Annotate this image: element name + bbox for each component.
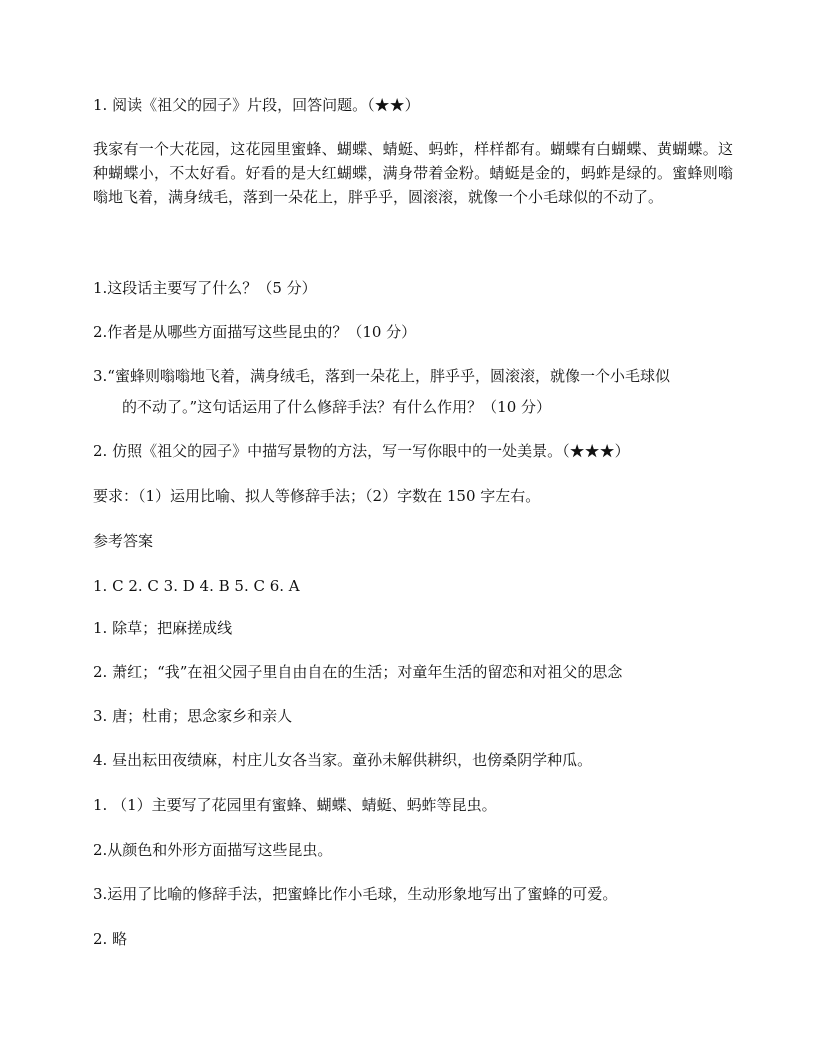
answer-choices: 1. C 2. C 3. D 4. B 5. C 6. A: [93, 577, 300, 595]
reading-passage: 我家有一个大花园，这花园里蜜蜂、蝴蝶、蜻蜓、蚂蚱，样样都有。蝴蝶有白蝴蝶、黄蝴蝶。这种蝴蝶小，不太好看。好看的是大红蝴蝶，满身带着金粉。蜻蜓是金的，蚂蚱是绿的。蜜蜂则嗡嗡地飞着，满身绒毛，落到一朵花上，胖乎乎，圆滚滚，就像一个小毛球似的不动了。: [93, 140, 733, 206]
sub-question-2: 2.作者是从哪些方面描写这些昆虫的？（10 分）: [93, 323, 417, 341]
question-2-requirement: 要求：（1）运用比喻、拟人等修辞手法；（2）字数在 150 字左右。: [93, 487, 541, 505]
sub-question-3-line-1: 3.“蜜蜂则嗡嗡地飞着，满身绒毛，落到一朵花上，胖乎乎，圆滚滚，就像一个小毛球似: [93, 367, 670, 385]
answer-heading: 参考答案: [93, 532, 154, 550]
answer-1: 1. 除草；把麻搓成线: [93, 619, 233, 637]
answer-4: 4. 昼出耘田夜绩麻，村庄儿女各当家。童孙未解供耕织，也傍桑阴学种瓜。: [93, 751, 593, 769]
sub-question-1: 1.这段话主要写了什么？（5 分）: [93, 279, 317, 297]
reading-answer-3: 3.运用了比喻的修辞手法，把蜜蜂比作小毛球，生动形象地写出了蜜蜂的可爱。: [93, 885, 618, 903]
writing-answer: 2. 略: [93, 930, 128, 948]
sub-question-3-line-2: 的不动了。”这句话运用了什么修辞手法？有什么作用？（10 分）: [122, 398, 552, 416]
question-2-title: 2. 仿照《祖父的园子》中描写景物的方法，写一写你眼中的一处美景。（★★★）: [93, 442, 630, 460]
question-1-title: 1. 阅读《祖父的园子》片段，回答问题。（★★）: [93, 96, 420, 114]
answer-3: 3. 唐；杜甫；思念家乡和亲人: [93, 707, 293, 725]
reading-answer-1: 1. （1）主要写了花园里有蜜蜂、蝴蝶、蜻蜓、蚂蚱等昆虫。: [93, 796, 497, 814]
answer-2: 2. 萧红；“我”在祖父园子里自由自在的生活；对童年生活的留恋和对祖父的思念: [93, 663, 623, 681]
reading-answer-2: 2.从颜色和外形方面描写这些昆虫。: [93, 841, 333, 859]
